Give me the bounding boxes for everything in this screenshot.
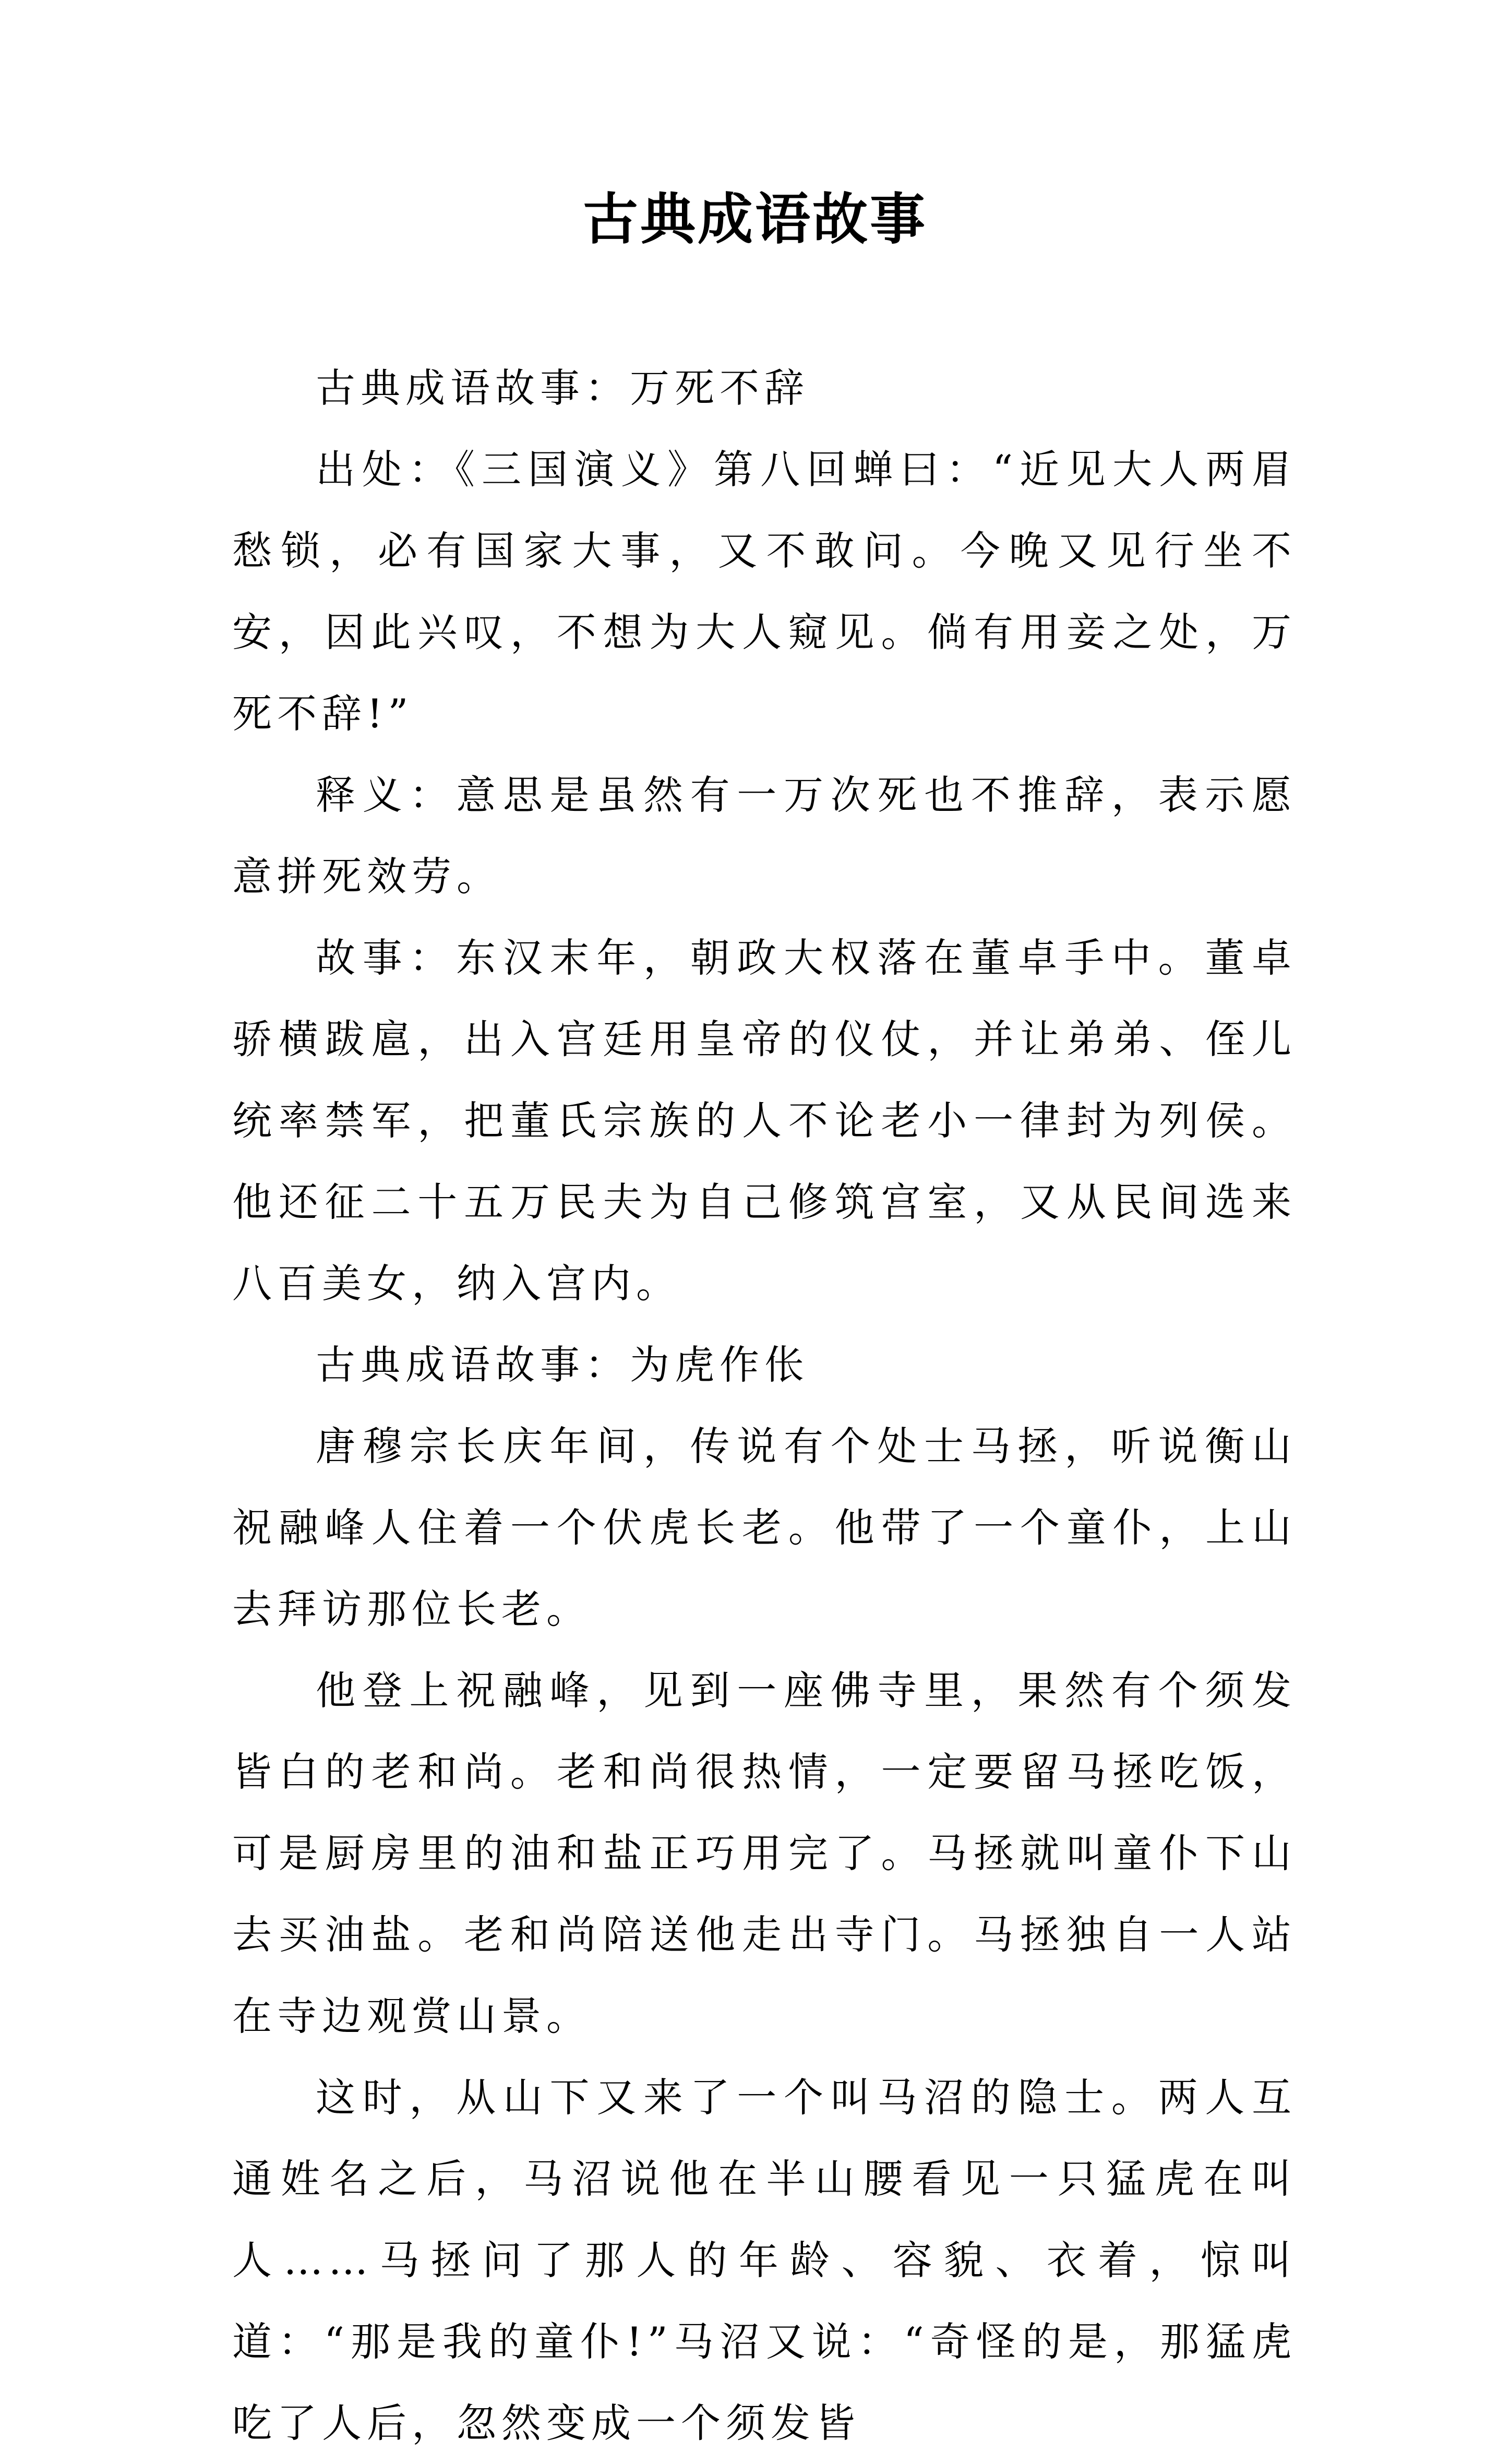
- document-title: 古典成语故事: [583, 186, 927, 252]
- paragraph-story-3: 他登上祝融峰，见到一座佛寺里，果然有个须发皆白的老和尚。老和尚很热情，一定要留马拯吃饭，可是厨房里的油和盐正巧用完了。马拯就叫童仆下山去买油盐。老和尚陪送他走出寺门。马拯独自一人站在寺边观赏山景。: [232, 1667, 1297, 2039]
- paragraph-source: 出处：《三国演义》第八回蝉曰：“近见大人两眉愁锁，必有国家大事，又不敢问。今晚又见行坐不安，因此兴叹，不想为大人窥见。倘有用妾之处，万死不辞!”: [232, 446, 1297, 737]
- paragraph-heading-1: 古典成语故事：万死不辞: [316, 365, 809, 411]
- paragraph-meaning: 释义：意思是虽然有一万次死也不推辞，表示愿意拼死效劳。: [232, 772, 1297, 900]
- paragraph-story-2: 唐穆宗长庆年间，传说有个处士马拯，听说衡山祝融峰人住着一个伏虎长老。他带了一个童仆，上山去拜访那位长老。: [232, 1423, 1297, 1632]
- document-body: [232, 348, 1297, 2464]
- paragraph-heading-2: 古典成语故事：为虎作伥: [316, 1342, 809, 1388]
- paragraph-story-1: 故事：东汉末年，朝政大权落在董卓手中。董卓骄横跋扈，出入宫廷用皇帝的仪仗，并让弟弟、侄儿统率禁军，把董氏宗族的人不论老小一律封为列侯。他还征二十五万民夫为自己修筑宫室，又从民间选来八百美女，纳入宫内。: [232, 935, 1297, 1307]
- paragraph-story-4: 这时，从山下又来了一个叫马沼的隐士。两人互通姓名之后，马沼说他在半山腰看见一只猛虎在叫人……马拯问了那人的年龄、容貌、衣着，惊叫道：“那是我的童仆!”马沼又说：“奇怪的是，那猛虎吃了人后，忽然变成一个须发皆: [232, 2074, 1297, 2446]
